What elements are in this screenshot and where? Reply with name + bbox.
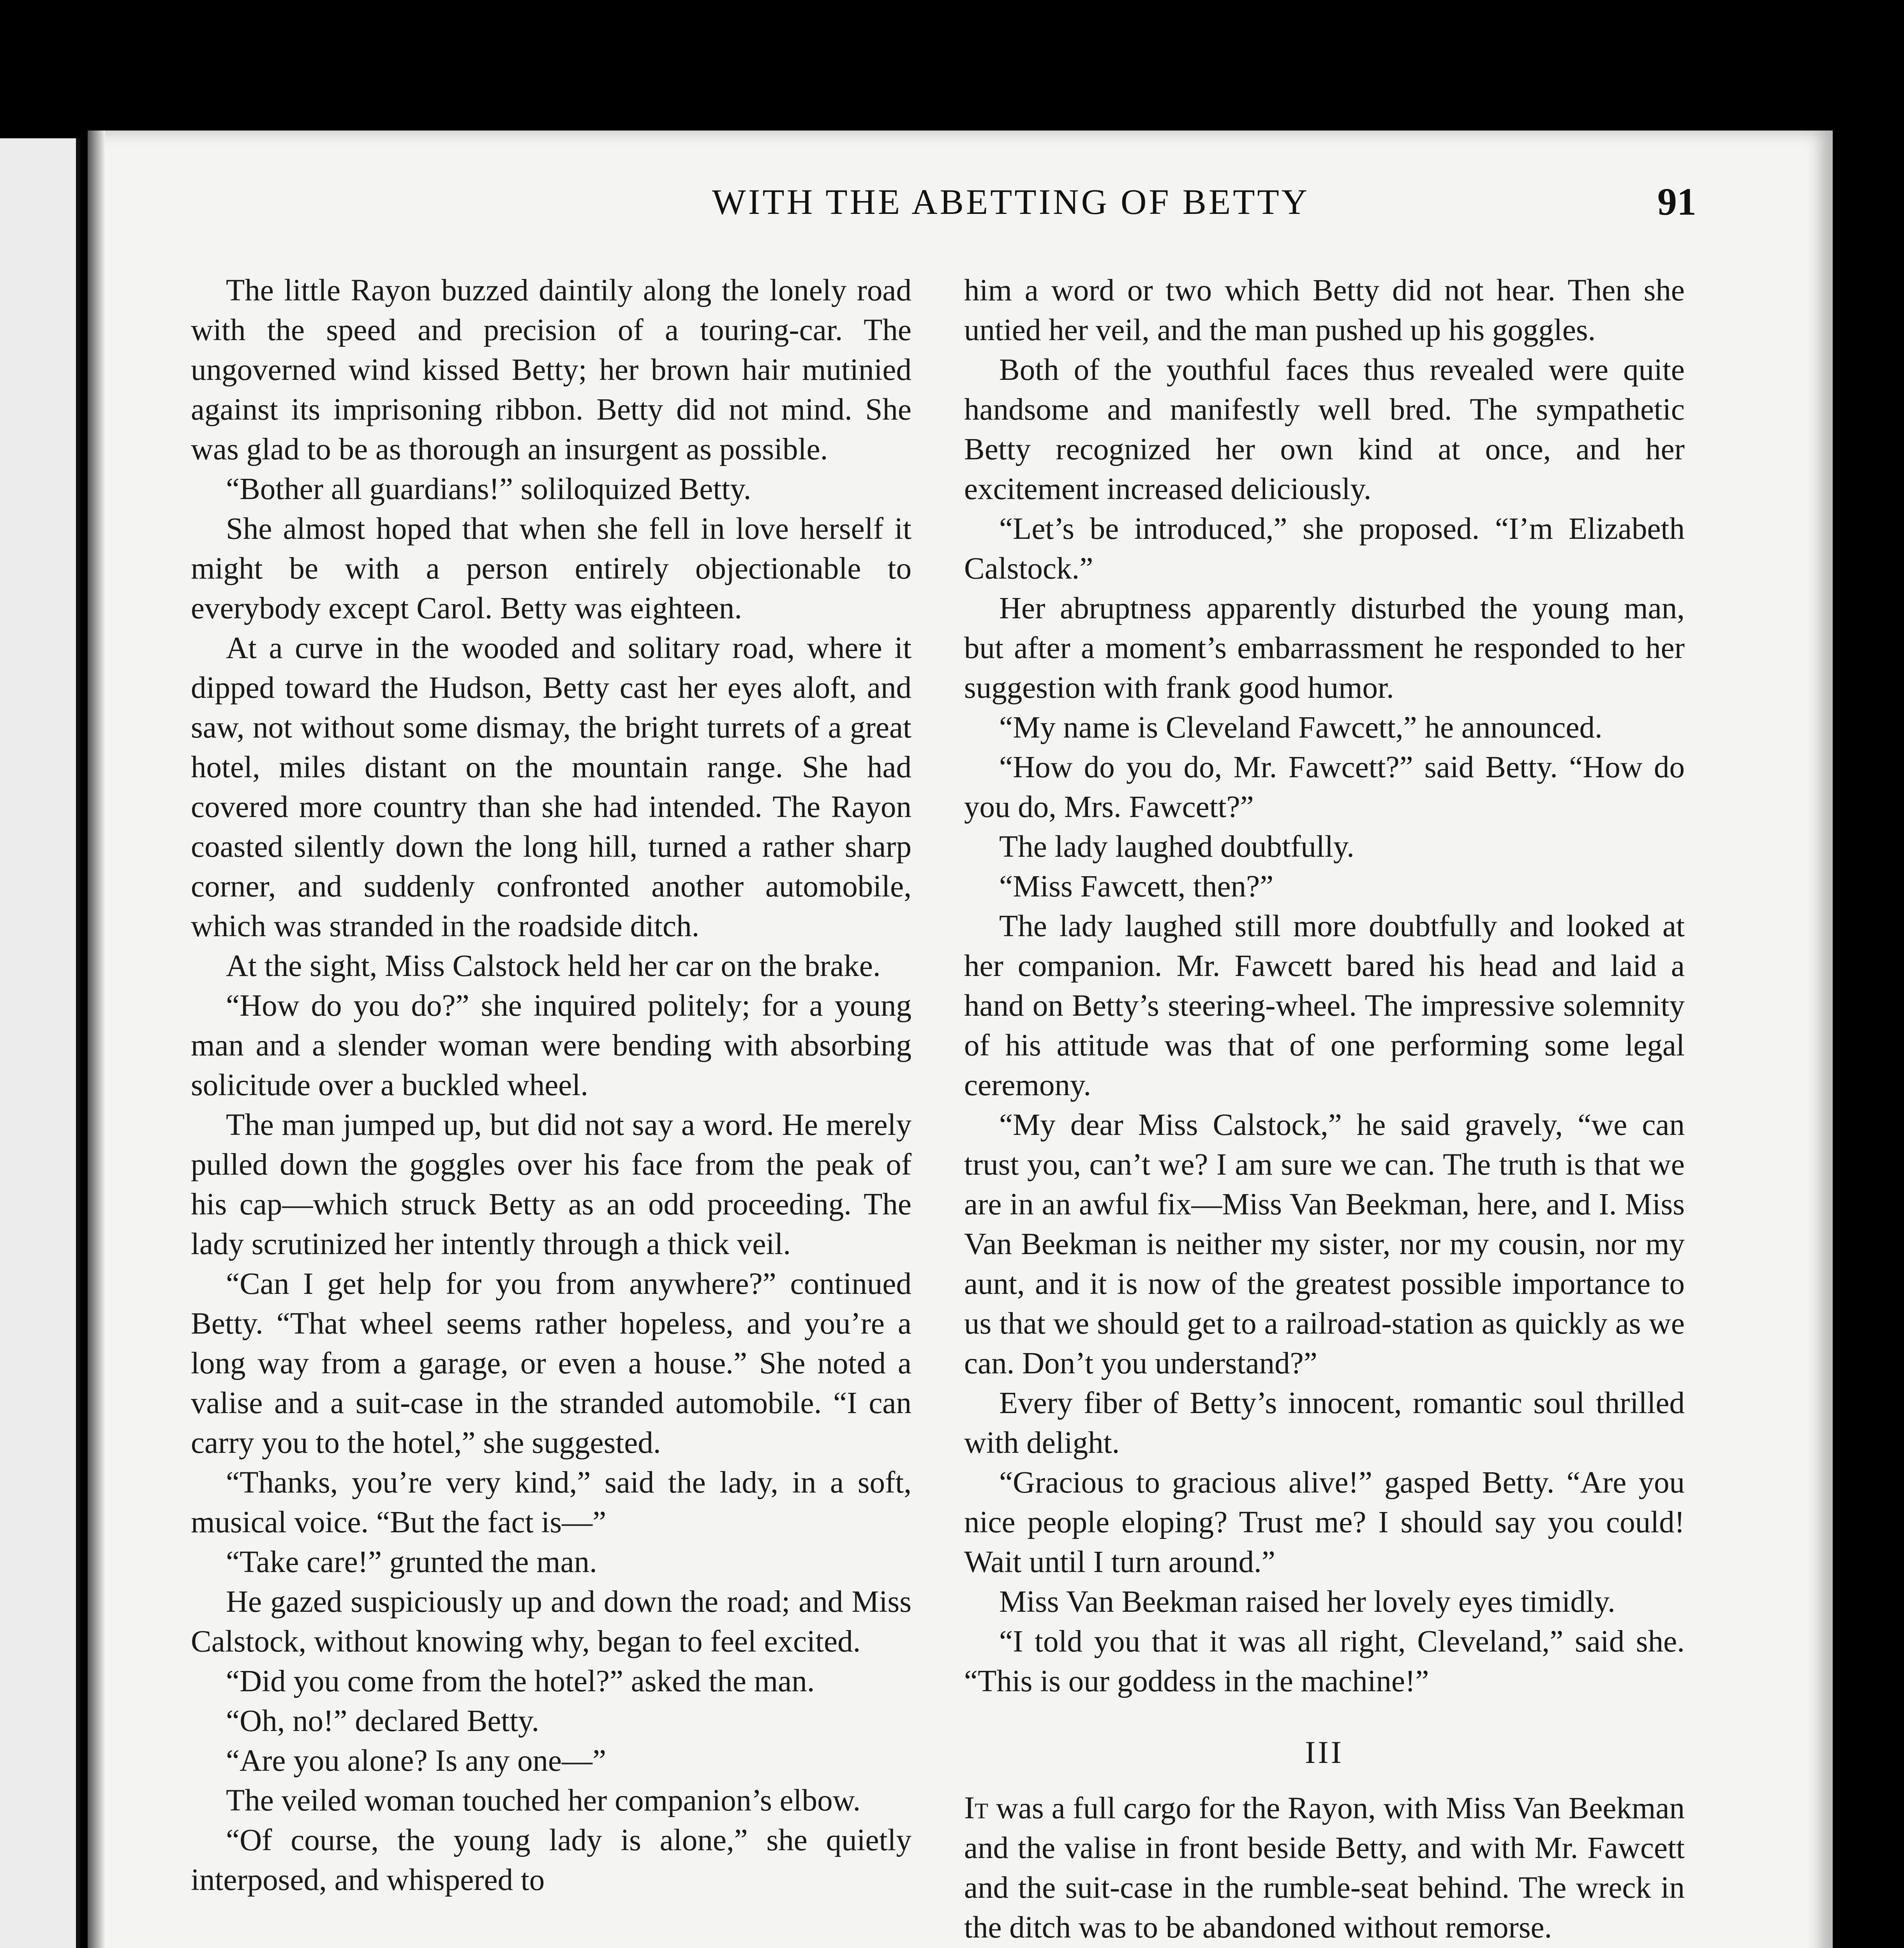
spine-shadow xyxy=(88,131,105,1948)
paragraph: “Gracious to gracious alive!” gasped Betty. “Are you nice people eloping? Trust me? I should say you could! Wait until I turn around.” xyxy=(964,1466,1685,1579)
paragraph: “Miss Fawcett, then?” xyxy=(999,870,1274,903)
paragraph: She almost hoped that when she fell in love herself it might be with a person entirely objectionable to everybody except Carol. Betty was eighteen. xyxy=(191,512,911,625)
paragraph: “I told you that it was all right, Cleveland,” said she. “This is our goddess in the machine!” xyxy=(964,1625,1685,1698)
paragraph: “How do you do, Mr. Fawcett?” said Betty. “How do you do, Mrs. Fawcett?” xyxy=(964,750,1685,824)
section-heading: III xyxy=(1305,1734,1344,1770)
paragraph: “Thanks, you’re very kind,” said the lady, in a soft, musical voice. “But the fact is—” xyxy=(191,1466,911,1539)
paragraph: The little Rayon buzzed daintily along the lonely road with the speed and precision of a touring-car. The ungoverned wind kissed Betty; her brown hair mutinied against its imprisoning ribbon. Betty did not mind. She was glad to be as thorough an insurgent as possible. xyxy=(191,273,911,466)
paragraph: The man jumped up, but did not say a word. He merely pulled down the goggles over his face from the peak of his cap—which struck Betty as an odd proceeding. The lady scrutinized her intently through a thick veil. xyxy=(191,1108,911,1261)
paragraph: At a curve in the wooded and solitary road, where it dipped toward the Hudson, Betty cast her eyes aloft, and saw, not without some dismay, the bright turrets of a great hotel, miles distant on the mountain range. She had covered more country than she had intended. The Rayon coasted silently down the long hill, turned a rather sharp corner, and suddenly confronted another automobile, which was stranded in the roadside ditch. xyxy=(191,631,911,943)
paragraph: Both of the youthful faces thus revealed were quite handsome and manifestly well bred. The sympathetic Betty recognized her own kind at once, and her excitement increased deliciously. xyxy=(964,353,1685,506)
left-page-text-fragments xyxy=(0,138,76,1948)
paragraph: He gazed suspiciously up and down the road; and Miss Calstock, without knowing why, began to feel excited. xyxy=(191,1585,911,1659)
paragraph: “Of course, the young lady is alone,” she quietly interposed, and whispered to xyxy=(191,1823,911,1897)
right-column xyxy=(964,271,1685,1948)
paragraph: At the sight, Miss Calstock held her car on the brake. xyxy=(226,949,881,983)
running-head: WITH THE ABETTING OF BETTY xyxy=(712,182,1310,222)
paragraph: “Oh, no!” declared Betty. xyxy=(226,1704,539,1738)
paragraph: Miss Van Beekman raised her lovely eyes timidly. xyxy=(999,1585,1615,1619)
paragraph: “Take care!” grunted the man. xyxy=(226,1545,597,1579)
paragraph: “Are you alone? Is any one—” xyxy=(226,1744,606,1778)
paragraph: The lady laughed doubtfully. xyxy=(999,830,1354,864)
section-opening-paragraph xyxy=(964,1788,1685,1948)
paragraph: “Can I get help for you from anywhere?” continued Betty. “That wheel seems rather hopeless, and you’re a long way from a garage, or even a house.” She noted a valise and a suit-case in the stranded automobile. “I can carry you to the hotel,” she suggested. xyxy=(191,1267,911,1460)
paragraph: “My dear Miss Calstock,” he said gravely, “we can trust you, can’t we? I am sure we can. The truth is that we are in an awful fix—Miss Van Beekman, here, and I. Miss Van Beekman is neither my sister, nor my cousin, nor my aunt, and it is now of the greatest possible importance to us that we should get to a railroad-station as quickly as we can. Don’t you understand?” xyxy=(964,1108,1685,1380)
paragraph: Her abruptness apparently disturbed the young man, but after a moment’s embarrassment he responded to her suggestion with frank good humor. xyxy=(964,591,1685,705)
paragraph: The lady laughed still more doubtfully and looked at her companion. Mr. Fawcett bared his head and laid a hand on Betty’s steering-wheel. The impressive solemnity of his attitude was that of one performing some legal ceremony. xyxy=(964,909,1685,1102)
page-number: 91 xyxy=(1657,180,1696,223)
paragraph: Every fiber of Betty’s innocent, romantic soul thrilled with delight. xyxy=(964,1386,1685,1460)
paragraph: The veiled woman touched her companion’s elbow. xyxy=(226,1784,861,1817)
paragraph: “Did you come from the hotel?” asked the man. xyxy=(226,1664,815,1698)
left-page-edge xyxy=(0,138,80,1948)
book-page xyxy=(88,131,1833,1948)
paragraph: “Let’s be introduced,” she proposed. “I’m Elizabeth Calstock.” xyxy=(964,512,1685,586)
paragraph: “My name is Cleveland Fawcett,” he announced. xyxy=(999,711,1603,745)
section-opening-text: was a full cargo for the Rayon, with Miss Van Beekman and the valise in front beside Betty, and with Mr. Fawcett and the suit-case in the rumble-seat behind. The wreck in the ditch was to be abandoned without remorse. xyxy=(964,1791,1685,1944)
paragraph: “How do you do?” she inquired politely; for a young man and a slender woman were bending with absorbing solicitude over a buckled wheel. xyxy=(191,989,911,1102)
paragraph: him a word or two which Betty did not hear. Then she untied her veil, and the man pushed up his goggles. xyxy=(964,273,1685,347)
left-column xyxy=(191,271,911,1900)
section-first-word: It xyxy=(964,1790,989,1825)
paragraph: “Bother all guardians!” soliloquized Betty. xyxy=(226,472,751,506)
